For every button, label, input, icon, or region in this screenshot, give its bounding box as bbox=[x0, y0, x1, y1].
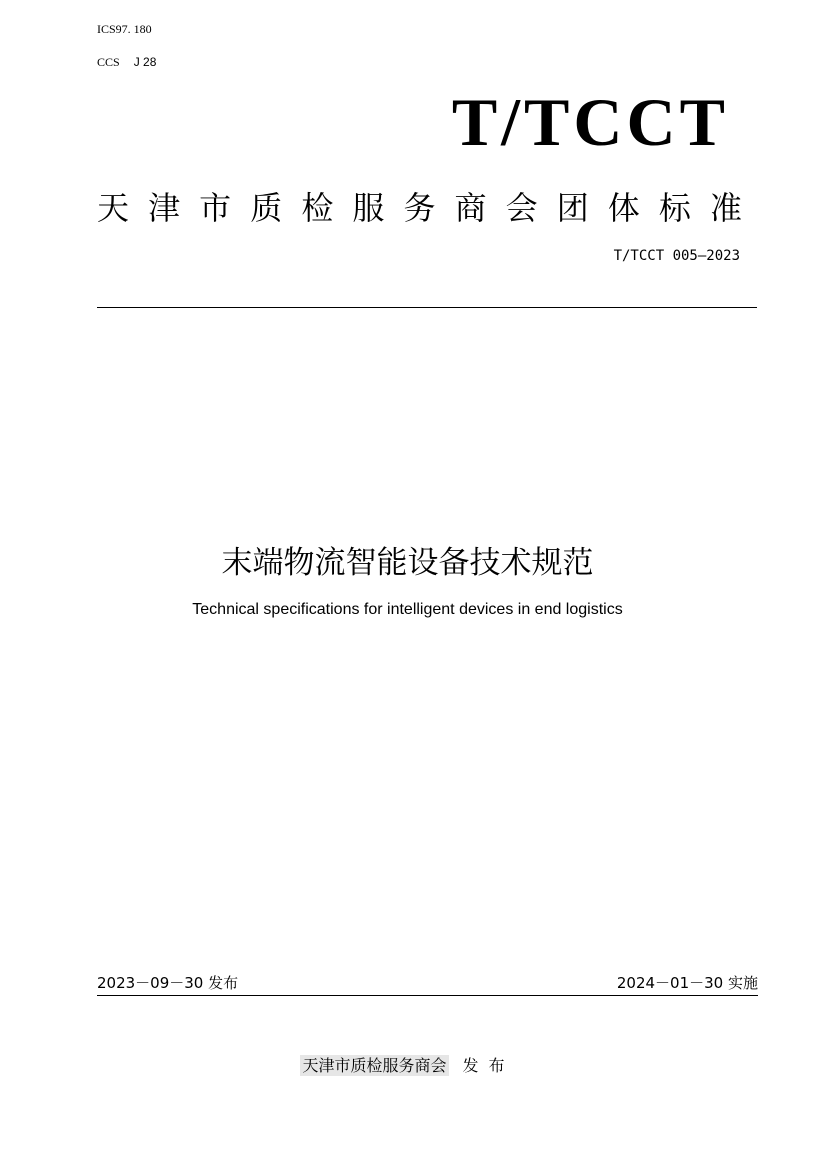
org-char: 质 bbox=[250, 189, 283, 227]
org-char: 商 bbox=[454, 189, 487, 227]
top-divider bbox=[97, 307, 757, 308]
org-char: 标 bbox=[658, 189, 691, 227]
organization-title bbox=[97, 189, 742, 227]
document-title-cn: 末端物流智能设备技术规范 bbox=[221, 545, 594, 581]
org-char: 津 bbox=[148, 189, 181, 227]
org-char: 体 bbox=[607, 189, 640, 227]
standard-number: T/TCCT 005—2023 bbox=[613, 248, 740, 264]
org-char: 会 bbox=[505, 189, 538, 227]
org-char: 服 bbox=[352, 189, 385, 227]
org-char: 务 bbox=[403, 189, 436, 227]
publish-date: 2023－09－30 发布 bbox=[97, 974, 239, 992]
standard-logo: T/TCCT bbox=[451, 84, 729, 160]
ccs-code bbox=[97, 55, 156, 70]
publisher-name: 天津市质检服务商会 bbox=[302, 1056, 447, 1075]
ccs-value: J 28 bbox=[133, 55, 157, 69]
implement-date: 2024－01－30 实施 bbox=[616, 974, 758, 992]
document-title-en: Technical specifications for intelligent devices in end logistics bbox=[192, 601, 623, 618]
org-char: 准 bbox=[709, 189, 742, 227]
publisher-line bbox=[0, 1053, 815, 1076]
ics-code: ICS97. 180 bbox=[97, 22, 152, 36]
bottom-divider bbox=[97, 995, 758, 996]
org-char: 检 bbox=[301, 189, 334, 227]
org-char: 天 bbox=[97, 189, 130, 227]
org-char: 市 bbox=[199, 189, 232, 227]
ccs-label: CCS bbox=[97, 55, 120, 69]
publisher-verb: 发布 bbox=[462, 1056, 515, 1075]
org-char: 团 bbox=[556, 189, 589, 227]
